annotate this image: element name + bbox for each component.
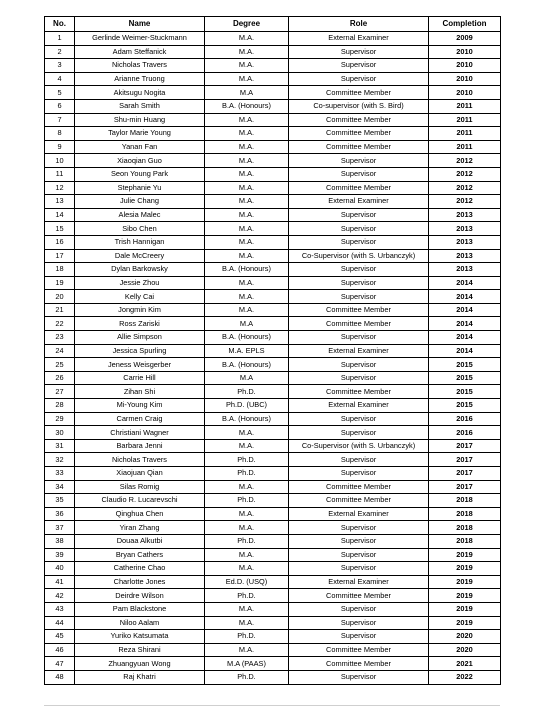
cell-name: Dale McCreery xyxy=(75,249,205,263)
cell-name: Mi-Young Kim xyxy=(75,399,205,413)
cell-name: Nicholas Travers xyxy=(75,453,205,467)
cell-degree: M.A. xyxy=(205,439,289,453)
cell-completion: 2019 xyxy=(429,562,501,576)
cell-role: Committee Member xyxy=(289,317,429,331)
cell-name: Akitsugu Nogita xyxy=(75,86,205,100)
cell-no: 29 xyxy=(45,412,75,426)
cell-completion: 2012 xyxy=(429,154,501,168)
cell-completion: 2017 xyxy=(429,467,501,481)
cell-role: Committee Member xyxy=(289,303,429,317)
cell-degree: M.A. xyxy=(205,507,289,521)
cell-name: Xiaoqian Guo xyxy=(75,154,205,168)
cell-completion: 2011 xyxy=(429,113,501,127)
cell-name: Kelly Cai xyxy=(75,290,205,304)
cell-role: Committee Member xyxy=(289,494,429,508)
cell-role: Supervisor xyxy=(289,453,429,467)
cell-completion: 2017 xyxy=(429,480,501,494)
cell-completion: 2017 xyxy=(429,453,501,467)
cell-name: Claudio R. Lucarevschi xyxy=(75,494,205,508)
cell-degree: M.A. xyxy=(205,602,289,616)
cell-role: Supervisor xyxy=(289,208,429,222)
table-row xyxy=(45,399,501,413)
cell-degree: B.A. (Honours) xyxy=(205,263,289,277)
table-row xyxy=(45,548,501,562)
cell-completion: 2011 xyxy=(429,127,501,141)
table-row xyxy=(45,521,501,535)
cell-degree: M.A. xyxy=(205,154,289,168)
cell-role: Supervisor xyxy=(289,371,429,385)
cell-no: 20 xyxy=(45,290,75,304)
cell-degree: Ph.D. xyxy=(205,494,289,508)
cell-completion: 2018 xyxy=(429,507,501,521)
table-row xyxy=(45,99,501,113)
cell-role: Committee Member xyxy=(289,181,429,195)
cell-completion: 2011 xyxy=(429,99,501,113)
cell-completion: 2015 xyxy=(429,371,501,385)
table-row xyxy=(45,249,501,263)
cell-no: 33 xyxy=(45,467,75,481)
table-body xyxy=(45,32,501,685)
cell-name: Jeness Weisgerber xyxy=(75,358,205,372)
cell-completion: 2012 xyxy=(429,195,501,209)
cell-degree: M.A (PAAS) xyxy=(205,657,289,671)
header-degree: Degree xyxy=(205,17,289,32)
cell-role: External Examiner xyxy=(289,575,429,589)
cell-name: Xiaojuan Qian xyxy=(75,467,205,481)
table-row xyxy=(45,263,501,277)
cell-name: Pam Blackstone xyxy=(75,602,205,616)
cell-degree: B.A. (Honours) xyxy=(205,99,289,113)
header-no: No. xyxy=(45,17,75,32)
cell-no: 38 xyxy=(45,534,75,548)
cell-role: Supervisor xyxy=(289,616,429,630)
cell-completion: 2022 xyxy=(429,670,501,684)
table-row xyxy=(45,385,501,399)
cell-name: Nicholas Travers xyxy=(75,59,205,73)
cell-name: Yiran Zhang xyxy=(75,521,205,535)
cell-degree: M.A. xyxy=(205,521,289,535)
table-row xyxy=(45,317,501,331)
cell-name: Shu-min Huang xyxy=(75,113,205,127)
cell-degree: M.A. xyxy=(205,32,289,46)
cell-role: Committee Member xyxy=(289,86,429,100)
cell-no: 11 xyxy=(45,167,75,181)
cell-name: Yuriko Katsumata xyxy=(75,630,205,644)
cell-name: Jongmin Kim xyxy=(75,303,205,317)
cell-name: Gerlinde Weimer-Stuckmann xyxy=(75,32,205,46)
cell-no: 36 xyxy=(45,507,75,521)
table-row xyxy=(45,467,501,481)
table-row xyxy=(45,439,501,453)
cell-completion: 2018 xyxy=(429,521,501,535)
cell-name: Jessie Zhou xyxy=(75,276,205,290)
cell-name: Trish Hannigan xyxy=(75,235,205,249)
cell-no: 28 xyxy=(45,399,75,413)
cell-no: 5 xyxy=(45,86,75,100)
table-row xyxy=(45,32,501,46)
cell-degree: M.A. xyxy=(205,249,289,263)
table-row xyxy=(45,562,501,576)
cell-completion: 2014 xyxy=(429,317,501,331)
cell-degree: M.A. xyxy=(205,59,289,73)
cell-completion: 2019 xyxy=(429,589,501,603)
table-row xyxy=(45,113,501,127)
cell-role: Supervisor xyxy=(289,426,429,440)
cell-degree: Ed.D. (USQ) xyxy=(205,575,289,589)
cell-degree: Ph.D. xyxy=(205,453,289,467)
cell-completion: 2014 xyxy=(429,303,501,317)
cell-degree: M.A. xyxy=(205,45,289,59)
cell-name: Allie Simpson xyxy=(75,331,205,345)
cell-degree: M.A. xyxy=(205,208,289,222)
cell-role: Committee Member xyxy=(289,127,429,141)
cell-no: 42 xyxy=(45,589,75,603)
cell-name: Charlotte Jones xyxy=(75,575,205,589)
cell-role: Co-Supervisor (with S. Urbanczyk) xyxy=(289,439,429,453)
table-row xyxy=(45,303,501,317)
cell-completion: 2016 xyxy=(429,412,501,426)
table-row xyxy=(45,331,501,345)
cell-no: 48 xyxy=(45,670,75,684)
cell-degree: M.A. xyxy=(205,181,289,195)
cell-completion: 2014 xyxy=(429,331,501,345)
cell-degree: M.A. xyxy=(205,616,289,630)
cell-completion: 2011 xyxy=(429,140,501,154)
cell-role: Committee Member xyxy=(289,140,429,154)
cell-completion: 2020 xyxy=(429,643,501,657)
cell-degree: Ph.D. xyxy=(205,534,289,548)
cell-role: External Examiner xyxy=(289,344,429,358)
table-row xyxy=(45,222,501,236)
cell-no: 16 xyxy=(45,235,75,249)
cell-name: Yanan Fan xyxy=(75,140,205,154)
cell-role: External Examiner xyxy=(289,399,429,413)
cell-name: Alesia Malec xyxy=(75,208,205,222)
cell-completion: 2012 xyxy=(429,181,501,195)
table-row xyxy=(45,59,501,73)
table-row xyxy=(45,630,501,644)
table-row xyxy=(45,344,501,358)
cell-degree: M.A. xyxy=(205,290,289,304)
cell-no: 7 xyxy=(45,113,75,127)
cell-degree: B.A. (Honours) xyxy=(205,331,289,345)
table-row xyxy=(45,426,501,440)
cell-degree: M.A. xyxy=(205,426,289,440)
cell-name: Adam Steffanick xyxy=(75,45,205,59)
cell-completion: 2016 xyxy=(429,426,501,440)
cell-completion: 2010 xyxy=(429,86,501,100)
cell-role: Supervisor xyxy=(289,72,429,86)
cell-completion: 2012 xyxy=(429,167,501,181)
cell-no: 9 xyxy=(45,140,75,154)
table-row xyxy=(45,208,501,222)
cell-role: Committee Member xyxy=(289,589,429,603)
table-header-row xyxy=(45,17,501,32)
cell-role: External Examiner xyxy=(289,32,429,46)
cell-no: 37 xyxy=(45,521,75,535)
cell-role: Supervisor xyxy=(289,521,429,535)
cell-degree: M.A. xyxy=(205,167,289,181)
cell-name: Julie Chang xyxy=(75,195,205,209)
cell-name: Ross Zariski xyxy=(75,317,205,331)
cell-no: 47 xyxy=(45,657,75,671)
table-row xyxy=(45,154,501,168)
table-row xyxy=(45,195,501,209)
cell-role: Co-Supervisor (with S. Urbanczyk) xyxy=(289,249,429,263)
cell-name: Carrie Hill xyxy=(75,371,205,385)
cell-name: Arianne Truong xyxy=(75,72,205,86)
cell-degree: M.A. xyxy=(205,643,289,657)
table-row xyxy=(45,453,501,467)
cell-completion: 2019 xyxy=(429,616,501,630)
cell-role: Supervisor xyxy=(289,154,429,168)
cell-completion: 2021 xyxy=(429,657,501,671)
table-row xyxy=(45,358,501,372)
table-row xyxy=(45,371,501,385)
cell-no: 41 xyxy=(45,575,75,589)
cell-role: Supervisor xyxy=(289,548,429,562)
cell-name: Deirdre Wilson xyxy=(75,589,205,603)
cell-name: Taylor Marie Young xyxy=(75,127,205,141)
cell-degree: Ph.D. xyxy=(205,385,289,399)
cell-role: Committee Member xyxy=(289,385,429,399)
cell-completion: 2014 xyxy=(429,290,501,304)
cell-degree: B.A. (Honours) xyxy=(205,412,289,426)
cell-name: Dylan Barkowsky xyxy=(75,263,205,277)
cell-role: Supervisor xyxy=(289,276,429,290)
cell-completion: 2010 xyxy=(429,72,501,86)
cell-completion: 2018 xyxy=(429,494,501,508)
cell-completion: 2017 xyxy=(429,439,501,453)
table-row xyxy=(45,127,501,141)
cell-completion: 2019 xyxy=(429,575,501,589)
table-row xyxy=(45,643,501,657)
cell-degree: Ph.D. xyxy=(205,670,289,684)
cell-role: Supervisor xyxy=(289,235,429,249)
table-row xyxy=(45,181,501,195)
cell-no: 46 xyxy=(45,643,75,657)
cell-name: Barbara Jenni xyxy=(75,439,205,453)
cell-completion: 2013 xyxy=(429,249,501,263)
table-row xyxy=(45,276,501,290)
table-row xyxy=(45,45,501,59)
cell-name: Silas Romig xyxy=(75,480,205,494)
cell-completion: 2014 xyxy=(429,344,501,358)
cell-name: Zhuangyuan Wong xyxy=(75,657,205,671)
cell-role: Supervisor xyxy=(289,290,429,304)
cell-no: 30 xyxy=(45,426,75,440)
cell-role: Committee Member xyxy=(289,480,429,494)
cell-name: Seon Young Park xyxy=(75,167,205,181)
cell-completion: 2013 xyxy=(429,222,501,236)
cell-no: 31 xyxy=(45,439,75,453)
cell-no: 6 xyxy=(45,99,75,113)
cell-degree: M.A xyxy=(205,317,289,331)
cell-degree: M.A xyxy=(205,371,289,385)
table-row xyxy=(45,494,501,508)
cell-no: 45 xyxy=(45,630,75,644)
cell-name: Christiani Wagner xyxy=(75,426,205,440)
cell-name: Catherine Chao xyxy=(75,562,205,576)
cell-degree: M.A. xyxy=(205,72,289,86)
cell-degree: M.A. xyxy=(205,140,289,154)
table-row xyxy=(45,589,501,603)
cell-role: Supervisor xyxy=(289,45,429,59)
cell-completion: 2013 xyxy=(429,235,501,249)
cell-completion: 2020 xyxy=(429,630,501,644)
cell-degree: M.A. xyxy=(205,548,289,562)
cell-completion: 2014 xyxy=(429,276,501,290)
cell-no: 3 xyxy=(45,59,75,73)
table-row xyxy=(45,167,501,181)
table-row xyxy=(45,480,501,494)
cell-degree: M.A. xyxy=(205,195,289,209)
cell-no: 19 xyxy=(45,276,75,290)
cell-no: 17 xyxy=(45,249,75,263)
table-row xyxy=(45,657,501,671)
cell-no: 35 xyxy=(45,494,75,508)
cell-no: 44 xyxy=(45,616,75,630)
cell-completion: 2015 xyxy=(429,385,501,399)
cell-no: 25 xyxy=(45,358,75,372)
table-row xyxy=(45,602,501,616)
cell-no: 34 xyxy=(45,480,75,494)
cell-completion: 2013 xyxy=(429,263,501,277)
cell-role: Supervisor xyxy=(289,630,429,644)
cell-degree: M.A. xyxy=(205,222,289,236)
cell-degree: M.A. xyxy=(205,480,289,494)
cell-no: 4 xyxy=(45,72,75,86)
table-row xyxy=(45,616,501,630)
cell-no: 23 xyxy=(45,331,75,345)
cell-completion: 2015 xyxy=(429,399,501,413)
header-completion: Completion xyxy=(429,17,501,32)
table-row xyxy=(45,575,501,589)
cell-degree: Ph.D. xyxy=(205,589,289,603)
cell-name: Raj Khatri xyxy=(75,670,205,684)
cell-role: Supervisor xyxy=(289,59,429,73)
cell-role: Supervisor xyxy=(289,331,429,345)
cell-completion: 2019 xyxy=(429,602,501,616)
cell-name: Qinghua Chen xyxy=(75,507,205,521)
cell-role: Supervisor xyxy=(289,167,429,181)
cell-completion: 2019 xyxy=(429,548,501,562)
cell-no: 39 xyxy=(45,548,75,562)
cell-name: Bryan Cathers xyxy=(75,548,205,562)
cell-no: 2 xyxy=(45,45,75,59)
cell-no: 32 xyxy=(45,453,75,467)
cell-role: Supervisor xyxy=(289,467,429,481)
cell-degree: M.A. xyxy=(205,276,289,290)
header-name: Name xyxy=(75,17,205,32)
table-row xyxy=(45,72,501,86)
cell-role: Co-supervisor (with S. Bird) xyxy=(289,99,429,113)
cell-role: Supervisor xyxy=(289,358,429,372)
cell-degree: M.A. EPLS xyxy=(205,344,289,358)
cell-role: Committee Member xyxy=(289,657,429,671)
table-row xyxy=(45,86,501,100)
cell-role: Supervisor xyxy=(289,670,429,684)
cell-role: Supervisor xyxy=(289,263,429,277)
cell-degree: M.A. xyxy=(205,113,289,127)
cell-degree: B.A. (Honours) xyxy=(205,358,289,372)
table-row xyxy=(45,534,501,548)
cell-degree: M.A. xyxy=(205,303,289,317)
cell-role: External Examiner xyxy=(289,195,429,209)
cell-role: Committee Member xyxy=(289,113,429,127)
cell-completion: 2010 xyxy=(429,59,501,73)
header-role: Role xyxy=(289,17,429,32)
page-divider xyxy=(44,705,500,706)
table-row xyxy=(45,290,501,304)
cell-degree: Ph.D. xyxy=(205,630,289,644)
table-row xyxy=(45,235,501,249)
cell-name: Reza Shirani xyxy=(75,643,205,657)
cell-role: Committee Member xyxy=(289,643,429,657)
cell-degree: M.A xyxy=(205,86,289,100)
cell-no: 12 xyxy=(45,181,75,195)
cell-degree: M.A. xyxy=(205,235,289,249)
cell-name: Sibo Chen xyxy=(75,222,205,236)
cell-role: Supervisor xyxy=(289,412,429,426)
cell-name: Zihan Shi xyxy=(75,385,205,399)
cell-completion: 2015 xyxy=(429,358,501,372)
cell-role: Supervisor xyxy=(289,534,429,548)
cell-name: Niloo Aalam xyxy=(75,616,205,630)
cell-no: 8 xyxy=(45,127,75,141)
cell-role: External Examiner xyxy=(289,507,429,521)
cell-no: 40 xyxy=(45,562,75,576)
cell-no: 18 xyxy=(45,263,75,277)
cell-no: 1 xyxy=(45,32,75,46)
cell-no: 24 xyxy=(45,344,75,358)
cell-degree: Ph.D. xyxy=(205,467,289,481)
cell-no: 14 xyxy=(45,208,75,222)
cell-name: Jessica Spurling xyxy=(75,344,205,358)
cell-no: 26 xyxy=(45,371,75,385)
table-row xyxy=(45,412,501,426)
cell-completion: 2013 xyxy=(429,208,501,222)
cell-no: 22 xyxy=(45,317,75,331)
cell-completion: 2009 xyxy=(429,32,501,46)
cell-role: Supervisor xyxy=(289,602,429,616)
cell-name: Carmen Craig xyxy=(75,412,205,426)
cell-degree: M.A. xyxy=(205,562,289,576)
cell-no: 21 xyxy=(45,303,75,317)
cell-completion: 2018 xyxy=(429,534,501,548)
table-row xyxy=(45,140,501,154)
cell-role: Supervisor xyxy=(289,222,429,236)
table-row xyxy=(45,507,501,521)
cell-name: Douaa Alkutbi xyxy=(75,534,205,548)
cell-no: 10 xyxy=(45,154,75,168)
cell-no: 43 xyxy=(45,602,75,616)
records-table xyxy=(44,16,501,685)
cell-no: 15 xyxy=(45,222,75,236)
cell-no: 13 xyxy=(45,195,75,209)
cell-role: Supervisor xyxy=(289,562,429,576)
cell-name: Sarah Smith xyxy=(75,99,205,113)
cell-no: 27 xyxy=(45,385,75,399)
cell-completion: 2010 xyxy=(429,45,501,59)
cell-degree: Ph.D. (UBC) xyxy=(205,399,289,413)
table-row xyxy=(45,670,501,684)
cell-degree: M.A. xyxy=(205,127,289,141)
cell-name: Stephanie Yu xyxy=(75,181,205,195)
